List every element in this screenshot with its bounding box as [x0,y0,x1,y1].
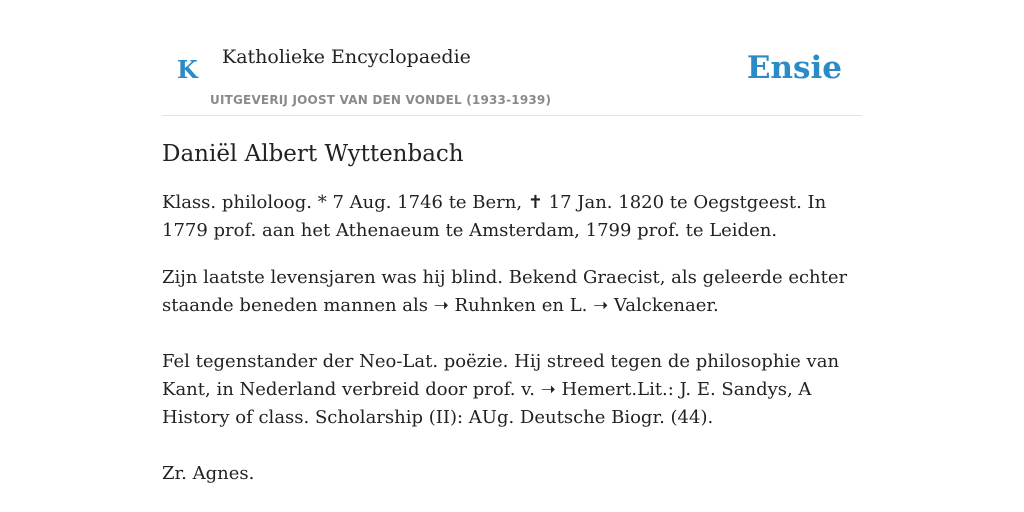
paragraph-text: en L. [536,295,594,316]
paragraph-text: Fel tegenstander der Neo-Lat. poëzie. Hij streed tegen de philosophie van Kant, in Nederland verbreid door prof. v. [162,351,840,400]
publisher-subtitle: UITGEVERIJ JOOST VAN DEN VONDEL (1933-1939) [210,93,552,107]
crossref-link-valckenaer[interactable]: ➝ Valckenaer [593,295,714,316]
paragraph-text: Zijn laatste levensjaren was hij blind. Bekend Graecist, als geleerde echter staande beneden mannen als [162,267,848,316]
site-header [162,40,862,116]
entry-content [162,138,862,507]
paragraph-text: . [713,295,719,316]
entry-paragraph-1: Klass. philoloog. * 7 Aug. 1746 te Bern, ✝ 17 Jan. 1820 te Oegstgeest. In 1779 prof. aan het Athenaeum te Amsterdam, 1799 prof. te Leiden. [162,192,827,241]
crossref-link-hemert[interactable]: ➝ Hemert [540,379,632,400]
encyclopedia-logo[interactable]: K [177,55,198,84]
ensie-brand-logo[interactable]: Ensie [746,50,842,86]
paragraph-text: .Lit.: J. E. Sandys, A History of class. Scholarship (II): AUg. Deutsche Biogr. (44). [162,379,812,428]
entry-paragraph-3 [162,348,862,432]
entry-title: Daniël Albert Wyttenbach [162,141,464,167]
crossref-link-ruhnken[interactable]: ➝ Ruhnken [433,295,537,316]
entry-paragraph-2 [162,264,862,320]
publication-title[interactable]: Katholieke Encyclopaedie [222,46,471,68]
entry-author: Zr. Agnes. [162,463,255,484]
